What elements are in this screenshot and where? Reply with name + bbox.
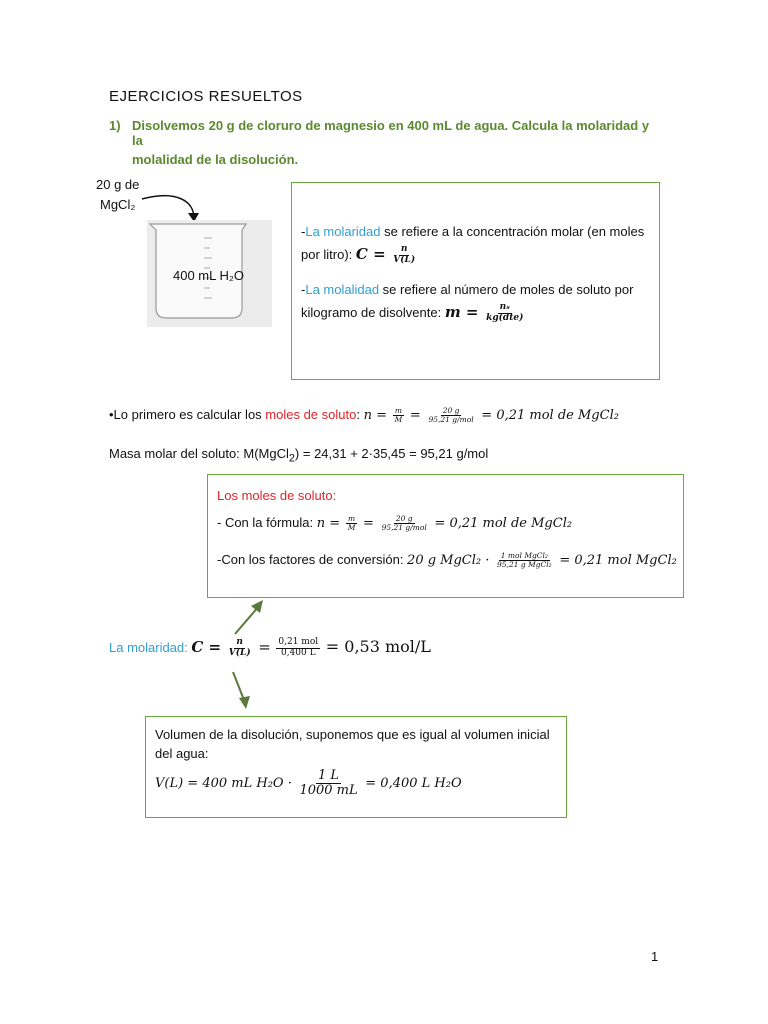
molarity-fraction-1 <box>227 638 253 659</box>
step-1-f1-den: M <box>394 415 403 425</box>
molarity-result: = 0,53 mol/L <box>325 637 431 656</box>
molaridad-lhs: C = <box>355 245 386 263</box>
formula-label: - Con la fórmula: <box>217 515 317 531</box>
molalidad-text-1: se refiere al número de moles de soluto por <box>379 282 634 297</box>
step-1-term: moles de soluto <box>265 407 357 423</box>
beaker-label-line-2: MgCl₂ <box>100 197 136 212</box>
page-title: EJERCICIOS RESUELTOS <box>109 88 303 105</box>
molalidad-lhs: m = <box>444 303 479 321</box>
page-number: 1 <box>651 949 659 964</box>
molalidad-prefix: - <box>301 282 306 297</box>
molarity-label: La molaridad: <box>109 640 192 655</box>
molar-mass-subscript: 2 <box>288 452 295 465</box>
step-1-fraction-2 <box>426 407 475 425</box>
volume-formula <box>155 769 462 799</box>
step-1-f2-num: 20 g <box>442 406 460 415</box>
molar-mass-suffix: ) = 24,31 + 2·35,45 = 95,21 g/mol <box>294 446 489 461</box>
conversion-fraction <box>495 552 554 570</box>
molaridad-numerator: n <box>400 244 408 255</box>
exercise-number: 1) <box>109 118 121 133</box>
volume-box-line-2: del agua: <box>155 746 209 761</box>
molarity-fraction-2 <box>276 638 320 659</box>
formula-n-eq: n = <box>316 516 341 532</box>
step-1-result: = 0,21 mol de MgCl₂ <box>481 408 619 424</box>
formula-f2-den: 95,21 g/mol <box>381 523 427 533</box>
molaridad-denominator: V(L) <box>393 255 416 266</box>
beaker-label-inside: 400 mL H₂O <box>173 268 245 283</box>
arrow-up-line <box>235 606 259 634</box>
conversion-num: 1 mol MgCl₂ <box>500 551 548 560</box>
arrow-up-head <box>251 600 263 613</box>
formula-fraction-2 <box>380 515 429 533</box>
molarity-lhs: C = <box>191 638 222 656</box>
molaridad-text-2: por litro): <box>301 247 356 262</box>
molalidad-definition <box>301 279 651 324</box>
molaridad-term: La molaridad <box>305 224 381 239</box>
pour-arrow-line <box>142 196 194 220</box>
molaridad-definition <box>301 221 651 266</box>
conversion-result: = 0,21 mol MgCl₂ <box>559 553 677 569</box>
molalidad-numerator: nₛ <box>499 302 510 313</box>
arrow-down-line <box>233 672 244 700</box>
volume-result: = 0,400 L H₂O <box>365 776 462 792</box>
molalidad-text-2: kilogramo de disolvente: <box>301 305 445 320</box>
molaridad-fraction <box>391 245 417 266</box>
formula-f2-num: 20 g <box>395 514 413 523</box>
step-1-n-eq: n = <box>363 408 387 424</box>
conversion-start: 20 g MgCl₂ · <box>407 553 490 569</box>
exercise-line-1: Disolvemos 20 g de cloruro de magnesio en 400 mL de agua. Calcula la molaridad y la <box>132 118 650 148</box>
beaker-label-line-1: 20 g de <box>96 177 140 192</box>
moles-box <box>207 474 684 598</box>
volume-box <box>145 716 567 818</box>
beaker-illustration <box>120 180 280 330</box>
moles-box-title: Los moles de soluto: <box>217 488 337 503</box>
exercise-statement <box>132 118 662 167</box>
volume-fraction <box>297 769 359 799</box>
formula-f1-den: M <box>347 523 356 533</box>
step-1-eq: = <box>409 408 421 424</box>
exercise-line-2: molalidad de la disolución. <box>132 152 299 167</box>
molarity-den-1: V(L) <box>228 648 251 659</box>
formula-fraction-1 <box>346 515 358 533</box>
step-1-f1-num: m <box>394 406 403 415</box>
step-1-fraction-1 <box>393 407 405 425</box>
volume-box-line-1: Volumen de la disolución, suponemos que es igual al volumen inicial <box>155 727 550 742</box>
volume-num: 1 L <box>318 768 340 783</box>
conversion-den: 95,21 g MgCl₂ <box>497 560 552 570</box>
formula-result: = 0,21 mol de MgCl₂ <box>434 516 573 532</box>
formula-f1-num: m <box>348 514 356 523</box>
molalidad-denominator: kg(dte) <box>486 313 524 324</box>
volume-box-text <box>155 725 560 763</box>
molarity-eq: = <box>258 638 271 656</box>
definitions-box <box>291 182 660 380</box>
molarity-num-2: 0,21 mol <box>278 637 319 648</box>
volume-den: 1000 mL <box>299 783 358 799</box>
step-1-text: •Lo primero es calcular los <box>109 407 266 423</box>
step-1-colon: : <box>356 407 364 423</box>
molarity-den-2: 0,400 L <box>280 648 316 659</box>
volume-lhs: V(L) = 400 mL H₂O · <box>155 776 292 792</box>
conversion-label: -Con los factores de conversión: <box>217 552 408 568</box>
molar-mass-prefix: Masa molar del soluto: M(MgCl <box>109 446 289 461</box>
molaridad-text-1: se refiere a la concentración molar (en moles <box>380 224 645 239</box>
arrow-down-head <box>239 696 250 709</box>
step-1-f2-den: 95,21 g/mol <box>428 415 474 425</box>
molarity-num-1: n <box>236 637 243 648</box>
molalidad-term: La molalidad <box>305 282 380 297</box>
step-1-line <box>109 407 619 425</box>
moles-box-conversion-line <box>217 552 677 570</box>
moles-box-formula-line <box>217 515 572 533</box>
molar-mass-line <box>109 446 488 465</box>
molaridad-prefix: - <box>301 224 306 239</box>
molalidad-fraction <box>484 303 525 324</box>
formula-eq: = <box>363 516 374 532</box>
molarity-line <box>109 637 431 659</box>
